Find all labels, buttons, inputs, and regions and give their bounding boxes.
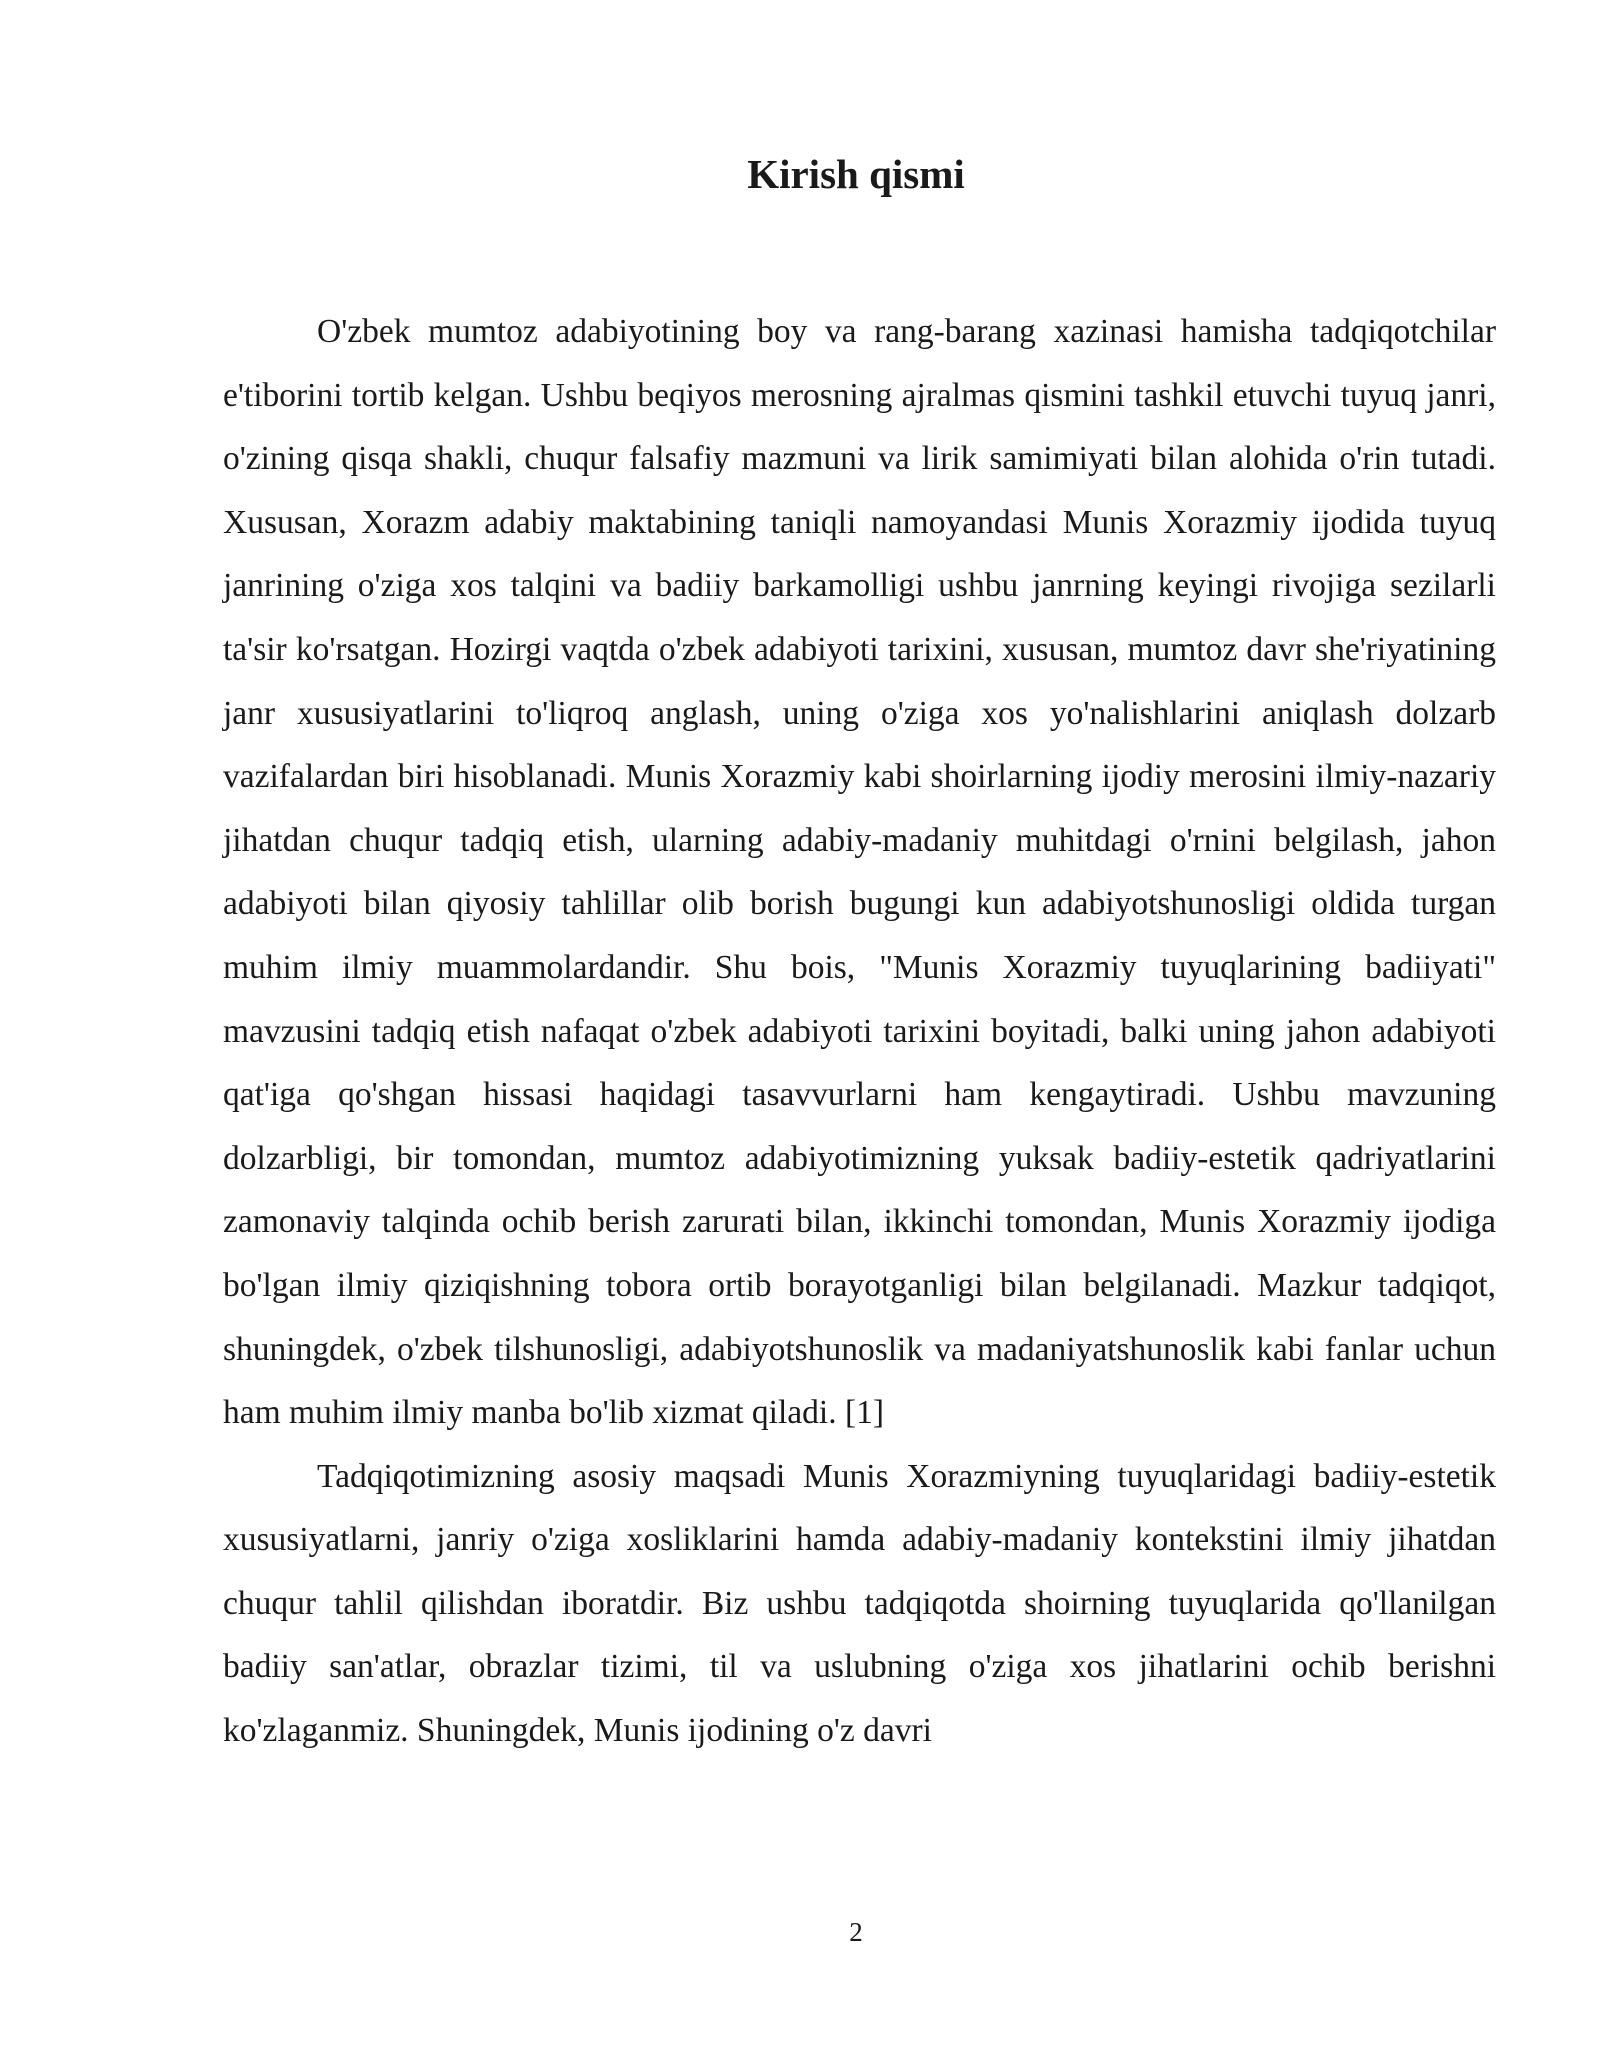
page-number: 2 (849, 1917, 863, 1947)
section-title: Kirish qismi (747, 151, 965, 197)
paragraph-goal: Tadqiqotimizning asosiy maqsadi Munis Xorazmiyning tuyuqlaridagi badiiy-estetik xususiyatlarni, janriy o'ziga xosliklarini hamda adabiy-madaniy kontekstini ilmiy jihatdan chuqur tahlil qilishdan iboratdir. Biz ushbu tadqiqotda shoirning tuyuqlarida qo'llanilgan badiiy san'atlar, obrazlar tizimi, til va uslubning o'ziga xos jihatlarini ochib berishni ko'zlaganmiz. Shuningdek, Munis ijodining o'z davri (223, 1457, 1496, 1750)
body-text (223, 300, 1496, 1763)
paragraph-intro: O'zbek mumtoz adabiyotining boy va rang-barang xazinasi hamisha tadqiqotchilar e'tiborini tortib kelgan. Ushbu beqiyos merosning ajralmas qismini tashkil etuvchi tuyuq janri, o'zining qisqa shakli, chuqur falsafiy mazmuni va lirik samimiyati bilan alohida o'rin tutadi. Xususan, Xorazm adabiy maktabining taniqli namoyandasi Munis Xorazmiy ijodida tuyuq janrining o'ziga xos talqini va badiiy barkamolligi ushbu janrning keyingi rivojiga sezilarli ta'sir ko'rsatgan. Hozirgi vaqtda o'zbek adabiyoti tarixini, xususan, mumtoz davr she'riyatining janr xususiyatlarini to'liqroq anglash, uning o'ziga xos yo'nalishlarini aniqlash dolzarb vazifalardan biri hisoblanadi. Munis Xorazmiy kabi shoirlarning ijodiy merosini ilmiy-nazariy jihatdan chuqur tadqiq etish, ularning adabiy-madaniy muhitdagi o'rnini belgilash, jahon adabiyoti bilan qiyosiy tahlillar olib borish bugungi kun adabiyotshunosligi oldida turgan muhim ilmiy muammolardandir. Shu bois, "Munis Xorazmiy tuyuqlarining badiiyati" mavzusini tadqiq etish nafaqat o'zbek adabiyoti tarixini boyitadi, balki uning jahon adabiyoti qat'iga qo'shgan hissasi haqidagi tasavvurlarni ham kengaytiradi. Ushbu mavzuning dolzarbligi, bir tomondan, mumtoz adabiyotimizning yuksak badiiy-estetik qadriyatlarini zamonaviy talqinda ochib berish zarurati bilan, ikkinchi tomondan, Munis Xorazmiy ijodiga bo'lgan ilmiy qiziqishning tobora ortib borayotganligi bilan belgilanadi. Mazkur tadqiqot, shuningdek, o'zbek tilshunosligi, adabiyotshunoslik va madaniyatshunoslik kabi fanlar uchun ham muhim ilmiy manba bo'lib xizmat qiladi. [1] (223, 313, 1496, 1432)
